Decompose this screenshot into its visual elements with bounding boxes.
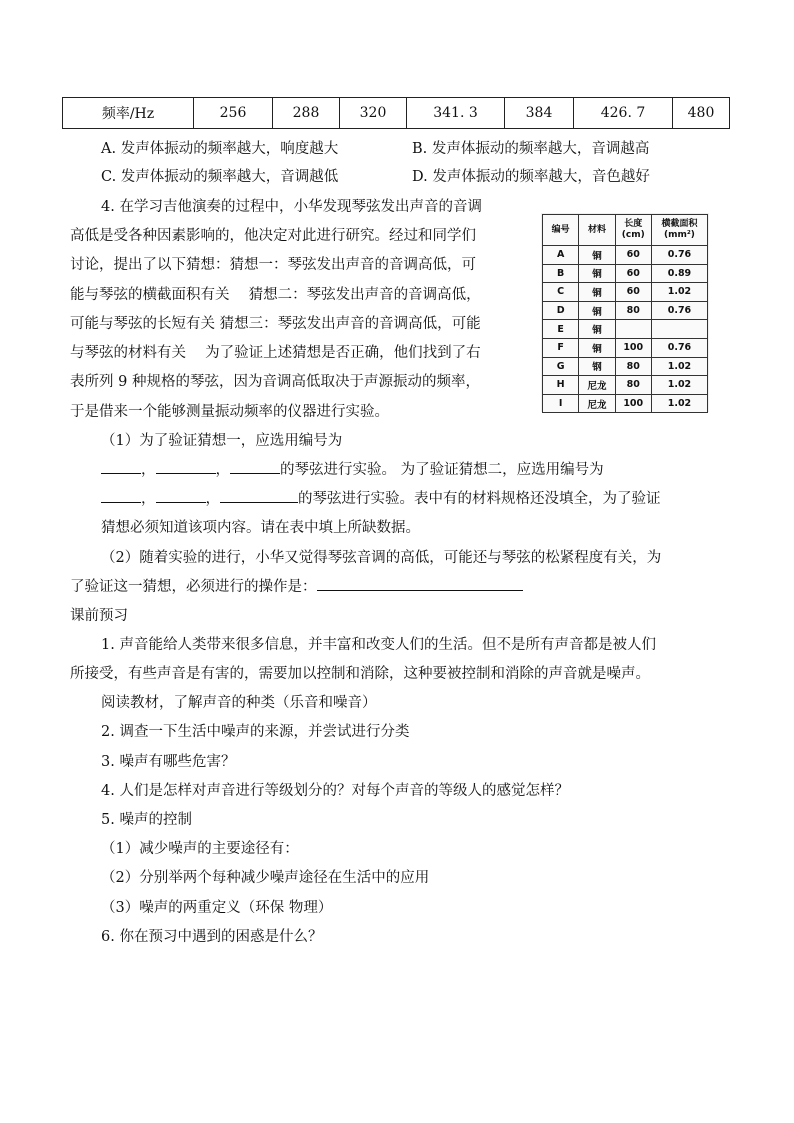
spec-header-row — [543, 215, 708, 246]
spec-cell: 铜 — [579, 338, 615, 357]
q4-line: 讨论，提出了以下猜想：猜想一：琴弦发出声音的音调高低，可 — [70, 257, 476, 273]
spec-cell: 0.76 — [651, 338, 707, 357]
spec-cell: 1.02 — [651, 357, 707, 376]
table-row — [543, 376, 708, 395]
spec-cell: A — [543, 246, 579, 265]
spec-cell: 铜 — [579, 301, 615, 320]
spec-cell: 80 — [615, 357, 651, 376]
spec-cell: 1.02 — [651, 394, 707, 413]
q4-sub1-prompt: （1）为了验证猜想一，应选用编号为 — [101, 433, 343, 449]
freq-cell: 480 — [673, 98, 730, 129]
preview-read: 阅读教材，了解声音的种类（乐音和噪音） — [101, 695, 377, 711]
q4-sub1-text: 猜想必须知道该项内容。请在表中填上所缺数据。 — [101, 520, 420, 536]
spec-cell: F — [543, 338, 579, 357]
spec-cell: 尼龙 — [579, 394, 615, 413]
freq-cell: 384 — [505, 98, 574, 129]
preview-item-2: 2. 调查一下生活中噪声的来源，并尝试进行分类 — [101, 724, 410, 740]
q4-sub2-text: 了验证这一猜想，必须进行的操作是： — [70, 579, 317, 595]
spec-cell: 1.02 — [651, 283, 707, 302]
spec-header: 长度 (cm) — [615, 215, 651, 246]
q4-sub2-prompt: （2）随着实验的进行，小华又觉得琴弦音调的高低，可能还与琴弦的松紧程度有关，为 — [101, 550, 662, 566]
preview-item-5-1: （1）减少噪声的主要途径有： — [101, 841, 299, 857]
string-spec-table — [541, 213, 709, 412]
answer-blank[interactable] — [156, 459, 216, 474]
answer-blank[interactable] — [230, 459, 280, 474]
preview-item-3: 3. 噪声有哪些危害？ — [101, 754, 236, 770]
spec-cell: 100 — [615, 338, 651, 357]
spec-header: 横截面积 (mm²) — [651, 215, 707, 246]
spec-cell: 0.76 — [651, 301, 707, 320]
spec-cell: 0.76 — [651, 246, 707, 265]
spec-cell: E — [543, 320, 579, 339]
spec-cell: G — [543, 357, 579, 376]
q4-line: 能与琴弦的横截面积有关 猜想二：琴弦发出声音的音调高低， — [70, 287, 481, 303]
table-row — [543, 246, 708, 265]
spec-cell: H — [543, 376, 579, 395]
preview-item-1-cont: 所接受，有些声音是有害的，需要加以控制和消除，这种要被控制和消除的声音就是噪声。 — [70, 666, 650, 682]
spec-cell: 铜 — [579, 320, 615, 339]
spec-table — [542, 214, 708, 413]
spec-cell: 80 — [615, 301, 651, 320]
option-d: D. 发声体振动的频率越大，音色越好 — [412, 169, 650, 185]
spec-cell: 100 — [615, 394, 651, 413]
spec-cell: C — [543, 283, 579, 302]
spec-cell: D — [543, 301, 579, 320]
answer-blank[interactable] — [156, 488, 206, 503]
preview-item-1: 1. 声音能给人类带来很多信息，并丰富和改变人们的生活。但不是所有声音都是被人们 — [101, 637, 656, 653]
q4-sub1-blanks-line: ， ， 的琴弦进行实验。表中有的材料规格还没填全，为了验证 — [101, 487, 661, 508]
spec-cell: 尼龙 — [579, 376, 615, 395]
answer-blank[interactable] — [220, 488, 298, 503]
spec-cell: 铜 — [579, 264, 615, 283]
spec-cell: 60 — [615, 246, 651, 265]
section-title: 课前预习 — [70, 608, 128, 624]
q4-sub1-blanks-line: ， ， 的琴弦进行实验。 为了验证猜想二，应选用编号为 — [101, 458, 604, 479]
q4-line: 高低是受各种因素影响的，他决定对此进行研究。经过和同学们 — [70, 228, 476, 244]
q4-sub2-line — [70, 575, 523, 596]
table-row — [543, 264, 708, 283]
spec-cell: 铜 — [579, 283, 615, 302]
table-row — [543, 283, 708, 302]
freq-cell: 341. 3 — [407, 98, 505, 129]
spec-cell-blank[interactable] — [615, 320, 651, 339]
table-row — [543, 338, 708, 357]
answer-blank[interactable] — [101, 488, 141, 503]
q4-line: 4. 在学习吉他演奏的过程中，小华发现琴弦发出声音的音调 — [101, 199, 482, 215]
freq-cell: 320 — [340, 98, 407, 129]
table-row — [63, 98, 730, 129]
preview-item-5: 5. 噪声的控制 — [101, 812, 192, 828]
spec-cell: 铜 — [579, 246, 615, 265]
preview-item-4: 4. 人们是怎样对声音进行等级划分的？对每个声音的等级人的感觉怎样？ — [101, 783, 569, 799]
q4-line: 表所列 9 种规格的琴弦，因为音调高低取决于声源振动的频率， — [70, 374, 480, 390]
q4-sub1-text: 的琴弦进行实验。表中有的材料规格还没填全，为了验证 — [298, 491, 661, 507]
q4-line: 于是借来一个能够测量振动频率的仪器进行实验。 — [70, 404, 389, 420]
spec-header: 材料 — [579, 215, 615, 246]
q4-sub1-text: 的琴弦进行实验。 为了验证猜想二，应选用编号为 — [280, 462, 604, 478]
spec-cell: 60 — [615, 264, 651, 283]
table-row — [543, 357, 708, 376]
spec-header: 编号 — [543, 215, 579, 246]
spec-cell: 60 — [615, 283, 651, 302]
answer-blank[interactable] — [317, 576, 523, 591]
spec-cell: I — [543, 394, 579, 413]
spec-cell: 钢 — [579, 357, 615, 376]
option-b: B. 发声体振动的频率越大，音调越高 — [412, 141, 650, 157]
freq-label-cell: 频率/Hz — [63, 98, 194, 129]
q4-line: 与琴弦的材料有关 为了验证上述猜想是否正确，他们找到了右 — [70, 345, 481, 361]
spec-cell: 0.89 — [651, 264, 707, 283]
freq-cell: 256 — [194, 98, 273, 129]
table-row — [543, 301, 708, 320]
q4-line: 可能与琴弦的长短有关 猜想三：琴弦发出声音的音调高低，可能 — [70, 316, 481, 332]
option-a: A. 发声体振动的频率越大，响度越大 — [101, 141, 339, 157]
spec-cell: B — [543, 264, 579, 283]
table-row — [543, 394, 708, 413]
option-c: C. 发声体振动的频率越大，音调越低 — [101, 169, 339, 185]
preview-item-6: 6. 你在预习中遇到的困惑是什么？ — [101, 929, 323, 945]
freq-cell: 288 — [273, 98, 340, 129]
table-row — [543, 320, 708, 339]
freq-cell: 426. 7 — [574, 98, 673, 129]
preview-item-5-3: （3）噪声的两重定义（环保 物理） — [101, 900, 333, 916]
preview-item-5-2: （2）分别举两个每种减少噪声途径在生活中的应用 — [101, 870, 430, 886]
frequency-table — [62, 97, 730, 129]
answer-blank[interactable] — [101, 459, 141, 474]
spec-cell: 1.02 — [651, 376, 707, 395]
spec-cell-blank[interactable] — [651, 320, 707, 339]
spec-cell: 80 — [615, 376, 651, 395]
